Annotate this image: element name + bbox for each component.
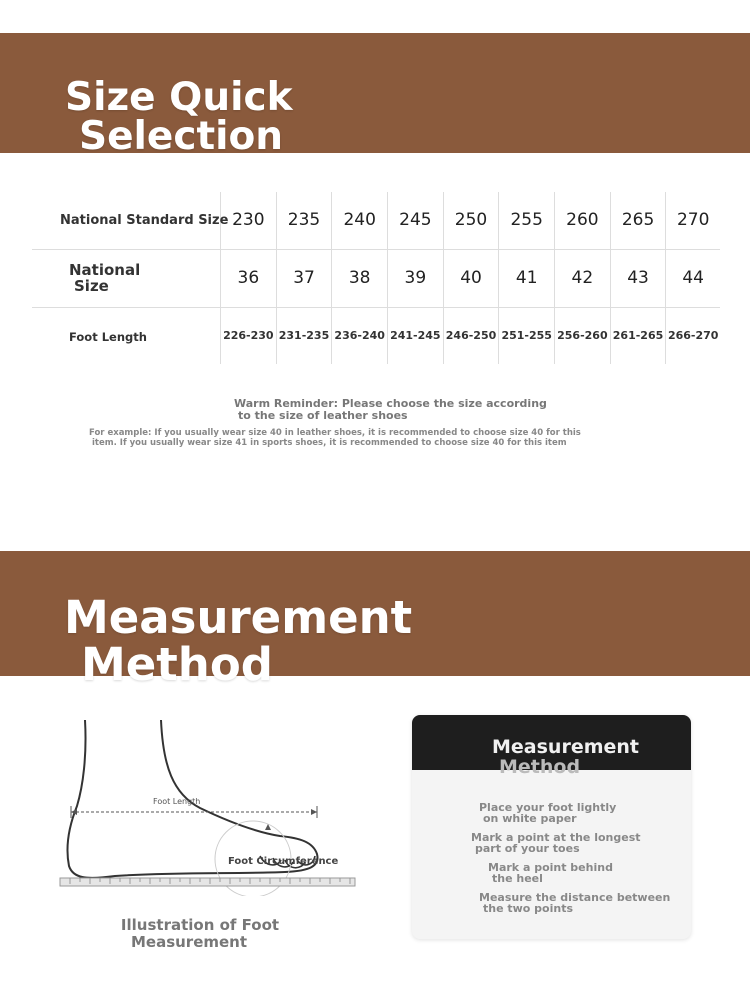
table-row-national-size	[32, 249, 720, 307]
table-cell: 250	[443, 192, 499, 249]
row-label-standard-size	[32, 192, 229, 249]
national-size-label-line1: National	[69, 261, 141, 279]
measurement-method-banner	[0, 551, 750, 691]
caption-line2: Measurement	[130, 933, 248, 951]
table-cell: 226-230	[221, 307, 277, 364]
step-text: Mark a point behind	[488, 861, 613, 874]
table-cell: 256-260	[555, 307, 611, 364]
table-cell: 245	[388, 192, 444, 249]
step-item	[488, 862, 613, 884]
table-cell: 230	[221, 192, 277, 249]
row-label-foot-length: Foot Length	[69, 329, 147, 344]
table-cell: 246-250	[443, 307, 499, 364]
table-cell: 36	[221, 249, 277, 307]
table-cell: 44	[666, 249, 720, 307]
step-text: the two points	[483, 902, 574, 915]
measurement-method-card	[412, 715, 691, 939]
card-title	[492, 737, 639, 777]
row-label-national-size	[32, 249, 221, 307]
measurement-title-line2: Method	[81, 638, 273, 691]
illustration-caption	[100, 917, 300, 951]
step-text: Place your foot lightly	[479, 801, 617, 814]
size-example-note	[89, 428, 581, 448]
foot-measurement-illustration	[55, 716, 360, 896]
size-title-line2: Selection	[79, 114, 284, 159]
step-item	[471, 832, 641, 854]
ruler	[60, 878, 355, 886]
table-cell: 37	[276, 249, 332, 307]
card-header	[412, 715, 691, 778]
example-line1: For example: If you usually wear size 40 in leather shoes, it is recommended to choose size 40 for this	[89, 428, 581, 438]
step-item	[479, 802, 616, 824]
reminder-line1: Warm Reminder: Please choose the size according	[234, 397, 547, 410]
step-item	[479, 892, 670, 914]
table-cell: 265	[610, 192, 666, 249]
table-cell: 236-240	[332, 307, 388, 364]
table-cell: 41	[499, 249, 555, 307]
table-cell: 241-245	[388, 307, 444, 364]
measurement-title-line1: Measurement	[64, 591, 413, 644]
foot-circumference-label: Foot Circumference	[228, 856, 339, 867]
table-row-foot-length	[32, 307, 720, 364]
table-cell: 235	[276, 192, 332, 249]
measurement-section-title	[64, 591, 413, 691]
warm-reminder	[234, 398, 547, 422]
table-cell: 266-270	[666, 307, 720, 364]
table-cell: 38	[332, 249, 388, 307]
card-title-line1: Measurement	[492, 736, 639, 758]
table-row-standard-size	[32, 192, 720, 249]
table-cell: 251-255	[499, 307, 555, 364]
step-text: the heel	[492, 872, 543, 885]
table-cell: 43	[610, 249, 666, 307]
step-text: Mark a point at the longest	[471, 831, 641, 844]
card-title-line2: Method	[499, 756, 581, 778]
reminder-line2: to the size of leather shoes	[238, 409, 408, 422]
table-cell: 42	[555, 249, 611, 307]
size-title-line1: Size Quick	[65, 75, 293, 120]
table-cell: 240	[332, 192, 388, 249]
table-cell: 270	[666, 192, 720, 249]
example-line2: item. If you usually wear size 41 in sports shoes, it is recommended to choose size 40 for this item	[92, 438, 567, 448]
table-cell: 231-235	[276, 307, 332, 364]
size-chart-table	[32, 192, 720, 364]
table-cell: 260	[555, 192, 611, 249]
size-quick-selection-banner	[0, 33, 750, 159]
table-cell: 39	[388, 249, 444, 307]
caption-line1: Illustration of Foot	[120, 916, 280, 934]
foot-length-label: Foot Length	[153, 797, 201, 806]
table-cell: 255	[499, 192, 555, 249]
table-cell: 40	[443, 249, 499, 307]
table-cell: 261-265	[610, 307, 666, 364]
standard-size-label: National Standard Size	[60, 212, 229, 228]
national-size-label-line2: Size	[74, 277, 109, 295]
step-text: Measure the distance between	[479, 891, 671, 904]
step-text: part of your toes	[475, 842, 580, 855]
step-text: on white paper	[483, 812, 577, 825]
size-section-title	[65, 75, 293, 159]
